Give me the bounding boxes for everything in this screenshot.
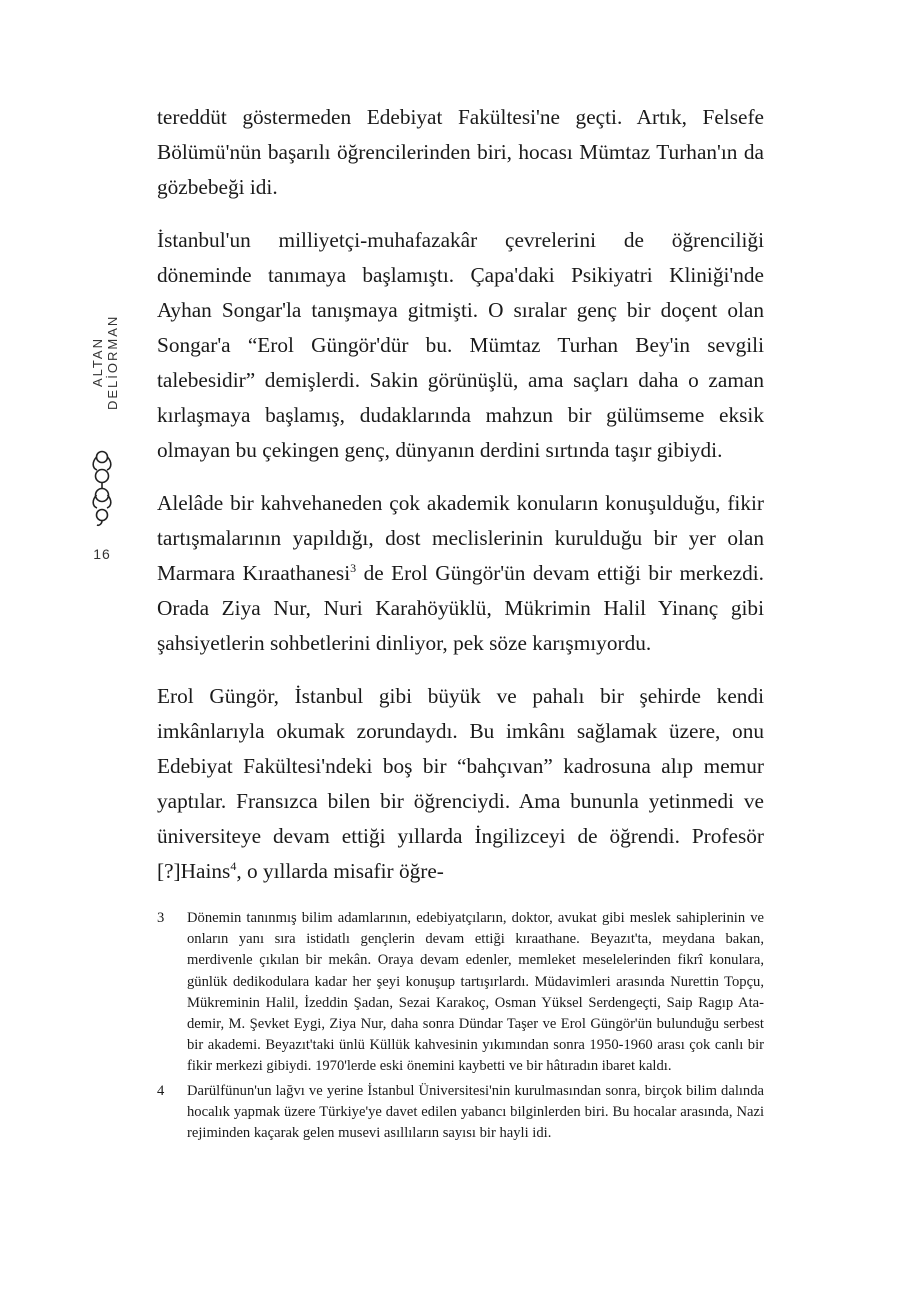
footnote-number: 4 xyxy=(157,1082,165,1099)
paragraph-text: de Erol Güngör'ün devam ettiği bir merkezdi. Orada Ziya Nur, Nuri Karahöyüklü, Mükrimin Halil Yinanç gibi şahsiyetlerin sohbetlerini dinliyor, pek söze karışmıyordu. xyxy=(157,561,764,655)
page-number: 16 xyxy=(93,546,111,562)
running-author-name: ALTAN DELİORMAN xyxy=(90,314,120,410)
footnote xyxy=(157,908,764,1078)
footnote-reference[interactable]: 3 xyxy=(350,560,357,575)
scroll-ornament-icon xyxy=(88,448,116,530)
paragraph xyxy=(157,486,764,661)
paragraph-text: Erol Güngör, İstanbul gibi büyük ve pahalı bir şehirde kendi imkânlarıyla okumak zorundaydı. Bu imkânı sağlamak üzere, onu Edebiyat Fakültesi'ndeki boş bir “bahçıvan” kadrosuna alıp memur yaptılar. Fransızca bilen bir öğrenciydi. Ama bununla yetinmedi ve üniversiteye devam ettiği yıllarda İngilizceyi de öğrendi. Profesör [?]Hains xyxy=(157,684,764,883)
body-text xyxy=(157,100,764,907)
footnote xyxy=(157,1081,764,1145)
paragraph: İstanbul'un milliyetçi-muhafazakâr çevrelerini de öğrenciliği döneminde tanımaya başlamıştı. Çapa'daki Psikiyatri Kliniği'nde Ayhan Songar'la tanışmaya gitmişti. O sıralar genç bir doçent olan Songar'a “Erol Güngör'dür bu. Mümtaz Turhan Bey'in sevgili talebesidir” demişlerdi. Sakin görünüşlü, ama saçları daha o zaman kırlaşmaya başlamış, dudaklarında mahzun bir gülümseme eksik olmayan bu çekingen genç, dünyanın derdini sırtında taşır gibiydi. xyxy=(157,228,764,462)
footnote-reference[interactable]: 4 xyxy=(230,858,237,873)
footnotes-section xyxy=(157,908,764,1147)
paragraph-text: , o yıllarda misafir öğre- xyxy=(236,859,444,883)
paragraph-text: Alelâde bir kahvehaneden çok akademik konuların konuşulduğu, fikir tartışmalarının yapıldığı, dost meclislerinin kurulduğu bir yer olan Marmara Kıraathanesi xyxy=(157,491,764,585)
footnote-text: Dönemin tanınmış bilim adamlarının, edebiyatçıların, doktor, avukat gibi meslek sahiplerinin ve onların yanı sıra istidatlı gençlerin devam ettiği kıraathane. Beyazıt'ta, meydana bakan, merdivenle çıkılan bir mekân. Oraya devam edenler, memleket meselelerinden fikrî konulara, günlük dedikodulara kadar her şeyi konuşup tartışırlardı. Müdavimleri arasında Nurettin Topçu, Mükreminin Halil, İzeddin Şadan, Sezai Karakoç, Osman Yüksel Serdengeçti, Saip Ragıp Atademir, M. Şevket Eygi, Ziya Nur, daha sonra Dündar Taşer ve Erol Güngör'ün bulunduğu serbest bir akademi. Beyazıt'taki ünlü Küllük kahvesinin yıkımından sonra 1950-1960 arası çok canlı bir fikir merkezi gibiydi. 1970'lerde eski önemini kaybetti ve bir hâtıradın ibaret kaldı. xyxy=(187,910,764,1075)
footnote-text: Darülfünun'un lağvı ve yerine İstanbul Üniversitesi'nin kurulmasından sonra, birçok bilim dalında hocalık yapmak üzere Türkiye'ye davet edilen yabancı bilginlerden biri. Bu hocalar arasında, Nazi rejiminden kaçarak gelen musevi asıllıların sayısı bir hayli idi. xyxy=(187,1082,764,1142)
paragraph xyxy=(157,679,764,889)
footnote-number: 3 xyxy=(157,910,165,926)
paragraph: tereddüt göstermeden Edebiyat Fakültesi'ne geçti. Artık, Felsefe Bölümü'nün başarılı öğrencilerinden biri, hocası Mümtaz Turhan'ın da gözbebeği idi. xyxy=(157,105,764,199)
